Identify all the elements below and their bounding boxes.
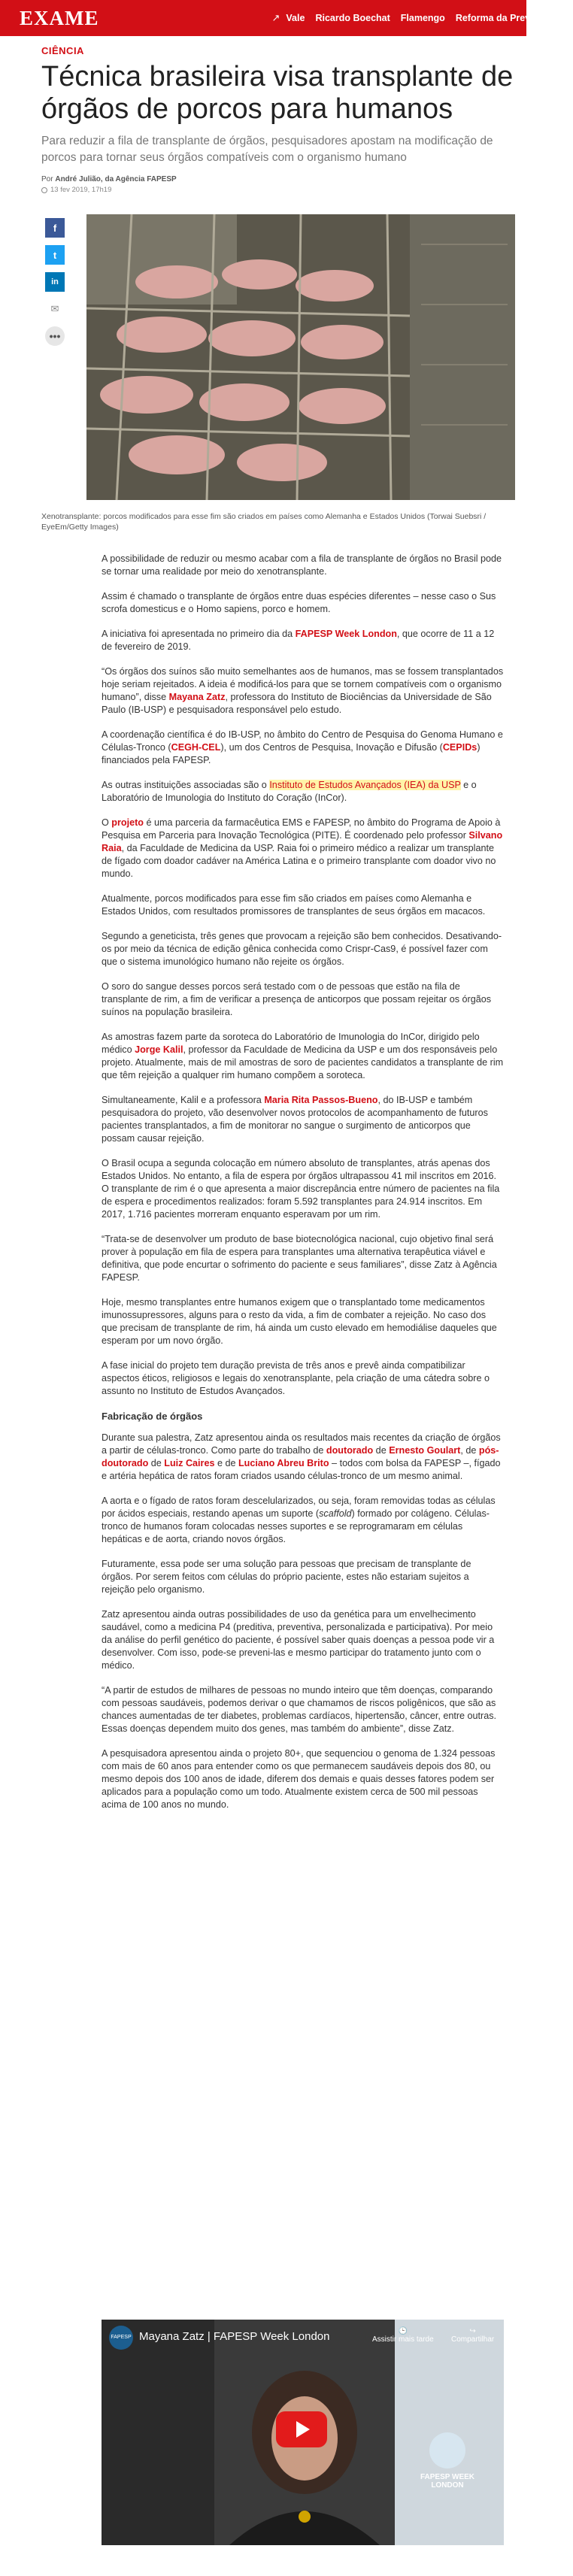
linkedin-share-button[interactable] <box>45 272 65 292</box>
paragraph: “Trata-se de desenvolver um produto de base biotecnológica nacional, cujo objetivo final será prover à população em fila de espera para transplantes uma alternativa terapêutica viável e definitiva, que pode encurtar o sofrimento do paciente e seus familiares”, disse Zatz à Agência FAPESP. <box>102 1234 497 1283</box>
twitter-share-button[interactable] <box>45 245 65 265</box>
nav-link-flamengo[interactable]: Flamengo <box>400 13 445 23</box>
share-bar <box>45 218 65 353</box>
link-luiz-caires[interactable]: Luiz Caires <box>164 1458 215 1468</box>
facebook-share-button[interactable] <box>45 218 65 238</box>
share-arrow-icon: ↪ <box>469 2327 476 2335</box>
paragraph: “Os órgãos dos suínos são muito semelhantes aos de humanos, mas se fossem transplantados hoje seriam rejeitados. A ideia é modificá-los para que se tornem compatíveis com o organismo humano”, disse Mayana Zatz, professora do Instituto de Biociências da Universidade de São Paulo (IB-USP) e pesquisadora responsável pelo estudo. <box>102 666 504 715</box>
fapesp-week-logo: FAPESP WEEK LONDON <box>406 2432 489 2490</box>
link-silvano-raia[interactable]: Silvano Raia <box>102 830 503 853</box>
paragraph: A pesquisadora apresentou ainda o projeto 80+, que sequenciou o genoma de 1.324 pessoas com mais de 60 anos para entender como os que permanecem saudáveis depois dos 80, ou mesmo depois dos 100 anos de idade, diferem dos demais e quais desses fatores podem ser aplicados para a população como um todo. Atualmente existem cerca de 500 mil pessoas acima de 100 anos no mundo. <box>102 1748 496 1810</box>
nav-link-ricardo-boechat[interactable]: Ricardo Boechat <box>315 13 390 23</box>
article-subtitle: Para reduzir a fila de transplante de órgãos, pesquisadores apostam na modificação de porcos para tornar seus órgãos compatíveis com o organismo humano <box>41 135 493 164</box>
fapesp-emblem <box>429 2432 465 2468</box>
byline-prefix: Por <box>41 175 53 183</box>
category-label[interactable]: CIÊNCIA <box>41 45 84 56</box>
paragraph: A iniciativa foi apresentada no primeiro dia da FAPESP Week London, que ocorre de 11 a 12 de fevereiro de 2019. <box>102 629 495 652</box>
paragraph: Durante sua palestra, Zatz apresentou ainda os resultados mais recentes da criação de órgãos a partir de células-tronco. Como parte do trabalho de doutorado de Ernesto Goulart, de pós-doutorado de Luiz Caires e de Luciano Abreu Brito – todos com bolsa da FAPESP –, fígado e artéria hepática de ratos foram criados usando células-tronco de um mesmo animal. <box>102 1432 501 1481</box>
paragraph: A aorta e o fígado de ratos foram descelularizados, ou seja, foram removidas todas as células por ácidos especiais, restando apenas um suporte (scaffold) formado por colágeno. Células-tronco de humanos foram colocadas nesses suportes e se reprogramaram em células hepáticas e de aorta, criando novos órgãos. <box>102 1496 496 1544</box>
paragraph: O projeto é uma parceria da farmacêutica EMS e FAPESP, no âmbito do Programa de Apoio à Pesquisa em Parceria para Inovação Tecnológica (PITE). É coordenado pelo professor Silvano Raia, da Faculdade de Medicina da USP. Raia foi o primeiro médico a realizar um transplante de fígado com doador cadáver na América Latina e o primeiro transplante com doador vivo no mundo. <box>102 817 503 879</box>
play-button[interactable] <box>276 2411 327 2447</box>
link-projeto[interactable]: projeto <box>111 817 144 828</box>
more-icon: ••• <box>49 330 61 342</box>
hero-image <box>86 214 515 500</box>
top-navigation-bar <box>0 0 563 36</box>
site-logo[interactable]: EXAME <box>20 6 99 29</box>
nav-link-vale[interactable]: Vale <box>286 13 305 23</box>
paragraph: Segundo a geneticista, três genes que provocam a rejeição são bem conhecidos. Desativando-os por meio da técnica de edição gênica conhecida como Crispr-Cas9, é possível fazer com que o sistema imunológico humano não rejeite os órgãos. <box>102 931 502 967</box>
linkedin-icon: in <box>51 277 59 286</box>
publish-date-text: 13 fev 2019, 17h19 <box>50 186 112 194</box>
paragraph: Hoje, mesmo transplantes entre humanos exigem que o transplantado tome medicamentos imunossupressores, alguns para o resto da vida, a fim de combater a rejeição. No caso dos que precisam de transplante de rim, há ainda um custo elevado em hemodiálise daqueles que esperam por um novo órgão. <box>102 1297 497 1346</box>
paragraph: A possibilidade de reduzir ou mesmo acabar com a fila de transplante de órgãos no Brasil pode se tornar uma realidade por meio do xenotransplante. <box>102 553 502 577</box>
paragraph: Atualmente, porcos modificados para esse fim são criados em países como Alemanha e Estados Unidos, com resultados promissores de transplantes de seus órgãos em macacos. <box>102 893 486 917</box>
byline-author: André Julião, da Agência FAPESP <box>55 175 177 183</box>
page-title: Técnica brasileira visa transplante de órgãos de porcos para humanos <box>41 61 514 125</box>
link-fapesp-week[interactable]: FAPESP Week London <box>295 629 397 639</box>
paragraph: Simultaneamente, Kalil e a professora Maria Rita Passos-Bueno, do IB-USP e também pesquisadora do projeto, vão desenvolver novos protocolos de acompanhamento de futuros pacientes transplantados, a fim de monitorar no sangue o surgimento de anticorpos que possam causar rejeição. <box>102 1095 488 1144</box>
link-ernesto-goulart[interactable]: Ernesto Goulart <box>389 1445 461 1456</box>
paragraph: “A partir de estudos de milhares de pessoas no mundo inteiro que têm doenças, comparando com pessoas saudáveis, podemos derivar o que chamamos de riscos poligênicos, que são as chances aumentadas de ter diabetes, problemas cardíacos, hipertensão, câncer, entre outras. Essas doenças dependem muito dos genes, mas também do ambiente”, disse Zatz. <box>102 1685 497 1734</box>
video-share-button[interactable]: ↪ Compartilhar <box>451 2327 495 2344</box>
byline <box>41 175 523 183</box>
more-share-button[interactable] <box>45 326 65 346</box>
article-body <box>102 553 504 1823</box>
section-heading: Fabricação de órgãos <box>102 1411 203 1422</box>
channel-avatar[interactable]: FAPESP <box>109 2326 133 2350</box>
link-mayana-zatz[interactable]: Mayana Zatz <box>168 692 226 702</box>
trending-icon: ↗ <box>271 12 280 23</box>
trending-links <box>286 13 573 23</box>
link-maria-rita[interactable]: Maria Rita Passos-Bueno <box>264 1095 378 1105</box>
publish-date <box>41 186 523 194</box>
pigs-in-cages-illustration <box>86 214 515 500</box>
paragraph: Assim é chamado o transplante de órgãos entre duas espécies diferentes – nesse caso o Sus scrofa domesticus e o Homo sapiens, porco e homem. <box>102 591 496 614</box>
link-cegh-cel[interactable]: CEGH-CEL <box>171 742 221 753</box>
paragraph: As amostras fazem parte da soroteca do Laboratório de Imunologia do InCor, dirigido pelo médico Jorge Kalil, professor da Faculdade de Medicina da USP e um dos responsáveis pelo projeto. Atualmente, mais de mil amostras de soro de pacientes candidatos a transplante de rim que têm rejeição a qualquer rim humano compõem a soroteca. <box>102 1032 504 1080</box>
twitter-icon: t <box>53 249 57 261</box>
paragraph: O soro do sangue desses porcos será testado com o de pessoas que estão na fila de transplante de rim, a fim de verificar a presença de anticorpos que possam rejeitar os órgãos suínos na população brasileira. <box>102 981 492 1017</box>
article-header <box>41 45 523 194</box>
facebook-icon: f <box>53 222 57 234</box>
paragraph: As outras instituições associadas são o Instituto de Estudos Avançados (IEA) da USP e o Laboratório de Imunologia do Instituto do Coração (InCor). <box>102 780 477 803</box>
clock-icon <box>41 187 47 193</box>
email-icon: ✉ <box>50 303 59 314</box>
email-share-button[interactable] <box>45 299 65 319</box>
nav-link-reforma[interactable]: Reforma da Previdência <box>455 13 563 23</box>
link-luciano-brito[interactable]: Luciano Abreu Brito <box>238 1458 329 1468</box>
clock-icon: 🕒 <box>398 2327 408 2335</box>
link-iea-usp[interactable]: Instituto de Estudos Avançados (IEA) da USP <box>269 780 461 790</box>
link-pos-doutorado[interactable]: pós-doutorado <box>102 1445 499 1468</box>
paragraph: A fase inicial do projeto tem duração prevista de três anos e prevê ainda compatibilizar aspectos éticos, religiosos e legais do xenotransplante, pela criação de uma cátedra sobre o assunto no Instituto de Estudos Avançados. <box>102 1360 490 1396</box>
video-title[interactable]: Mayana Zatz | FAPESP Week London <box>139 2330 330 2343</box>
link-jorge-kalil[interactable]: Jorge Kalil <box>135 1044 183 1055</box>
link-cepids[interactable]: CEPIDs <box>442 742 478 753</box>
hero-caption: Xenotransplante: porcos modificados para esse fim são criados em países como Alemanha e Estados Unidos (Torwai Suebsri / EyeEm/Getty Images) <box>41 512 487 532</box>
paragraph: Futuramente, essa pode ser uma solução para pessoas que precisam de transplante de órgãos. Por serem feitos com células do próprio paciente, estes não estariam sujeitos a rejeição pelo organismo. <box>102 1559 471 1595</box>
paragraph: Zatz apresentou ainda outras possibilidades de uso da genética para um envelhecimento saudável, como a medicina P4 (preditiva, preventiva, personalizada e participativa). Por meio da análise do perfil genético do paciente, é possível saber quais doenças a pessoa pode vir a desenvolver. Com isso, pode-se preveni-las e mesmo participar do tratamento junto com o médico. <box>102 1609 495 1671</box>
watch-later-button[interactable]: 🕒 Assistir mais tarde <box>372 2327 434 2344</box>
paragraph: A coordenação científica é do IB-USP, no âmbito do Centro de Pesquisa do Genoma Humano e Células-Tronco (CEGH-CEL), um dos Centros de Pesquisa, Inovação e Difusão (CEPIDs) financiados pela FAPESP. <box>102 729 503 765</box>
paragraph: O Brasil ocupa a segunda colocação em número absoluto de transplantes, atrás apenas dos Estados Unidos. No entanto, a fila de espera por órgãos ultrapassou 41 mil inscritos em 2016. O transplante de rim é o que apresenta a maior discrepância entre número de pacientes na fila de espera e procedimentos realizados: foram 5.592 transplantes para 24.914 inscritos. Em 2017, 1.716 pacientes morreram enquanto esperavam por um rim. <box>102 1158 500 1220</box>
link-doutorado[interactable]: doutorado <box>326 1445 374 1456</box>
video-embed[interactable] <box>102 2320 504 2545</box>
